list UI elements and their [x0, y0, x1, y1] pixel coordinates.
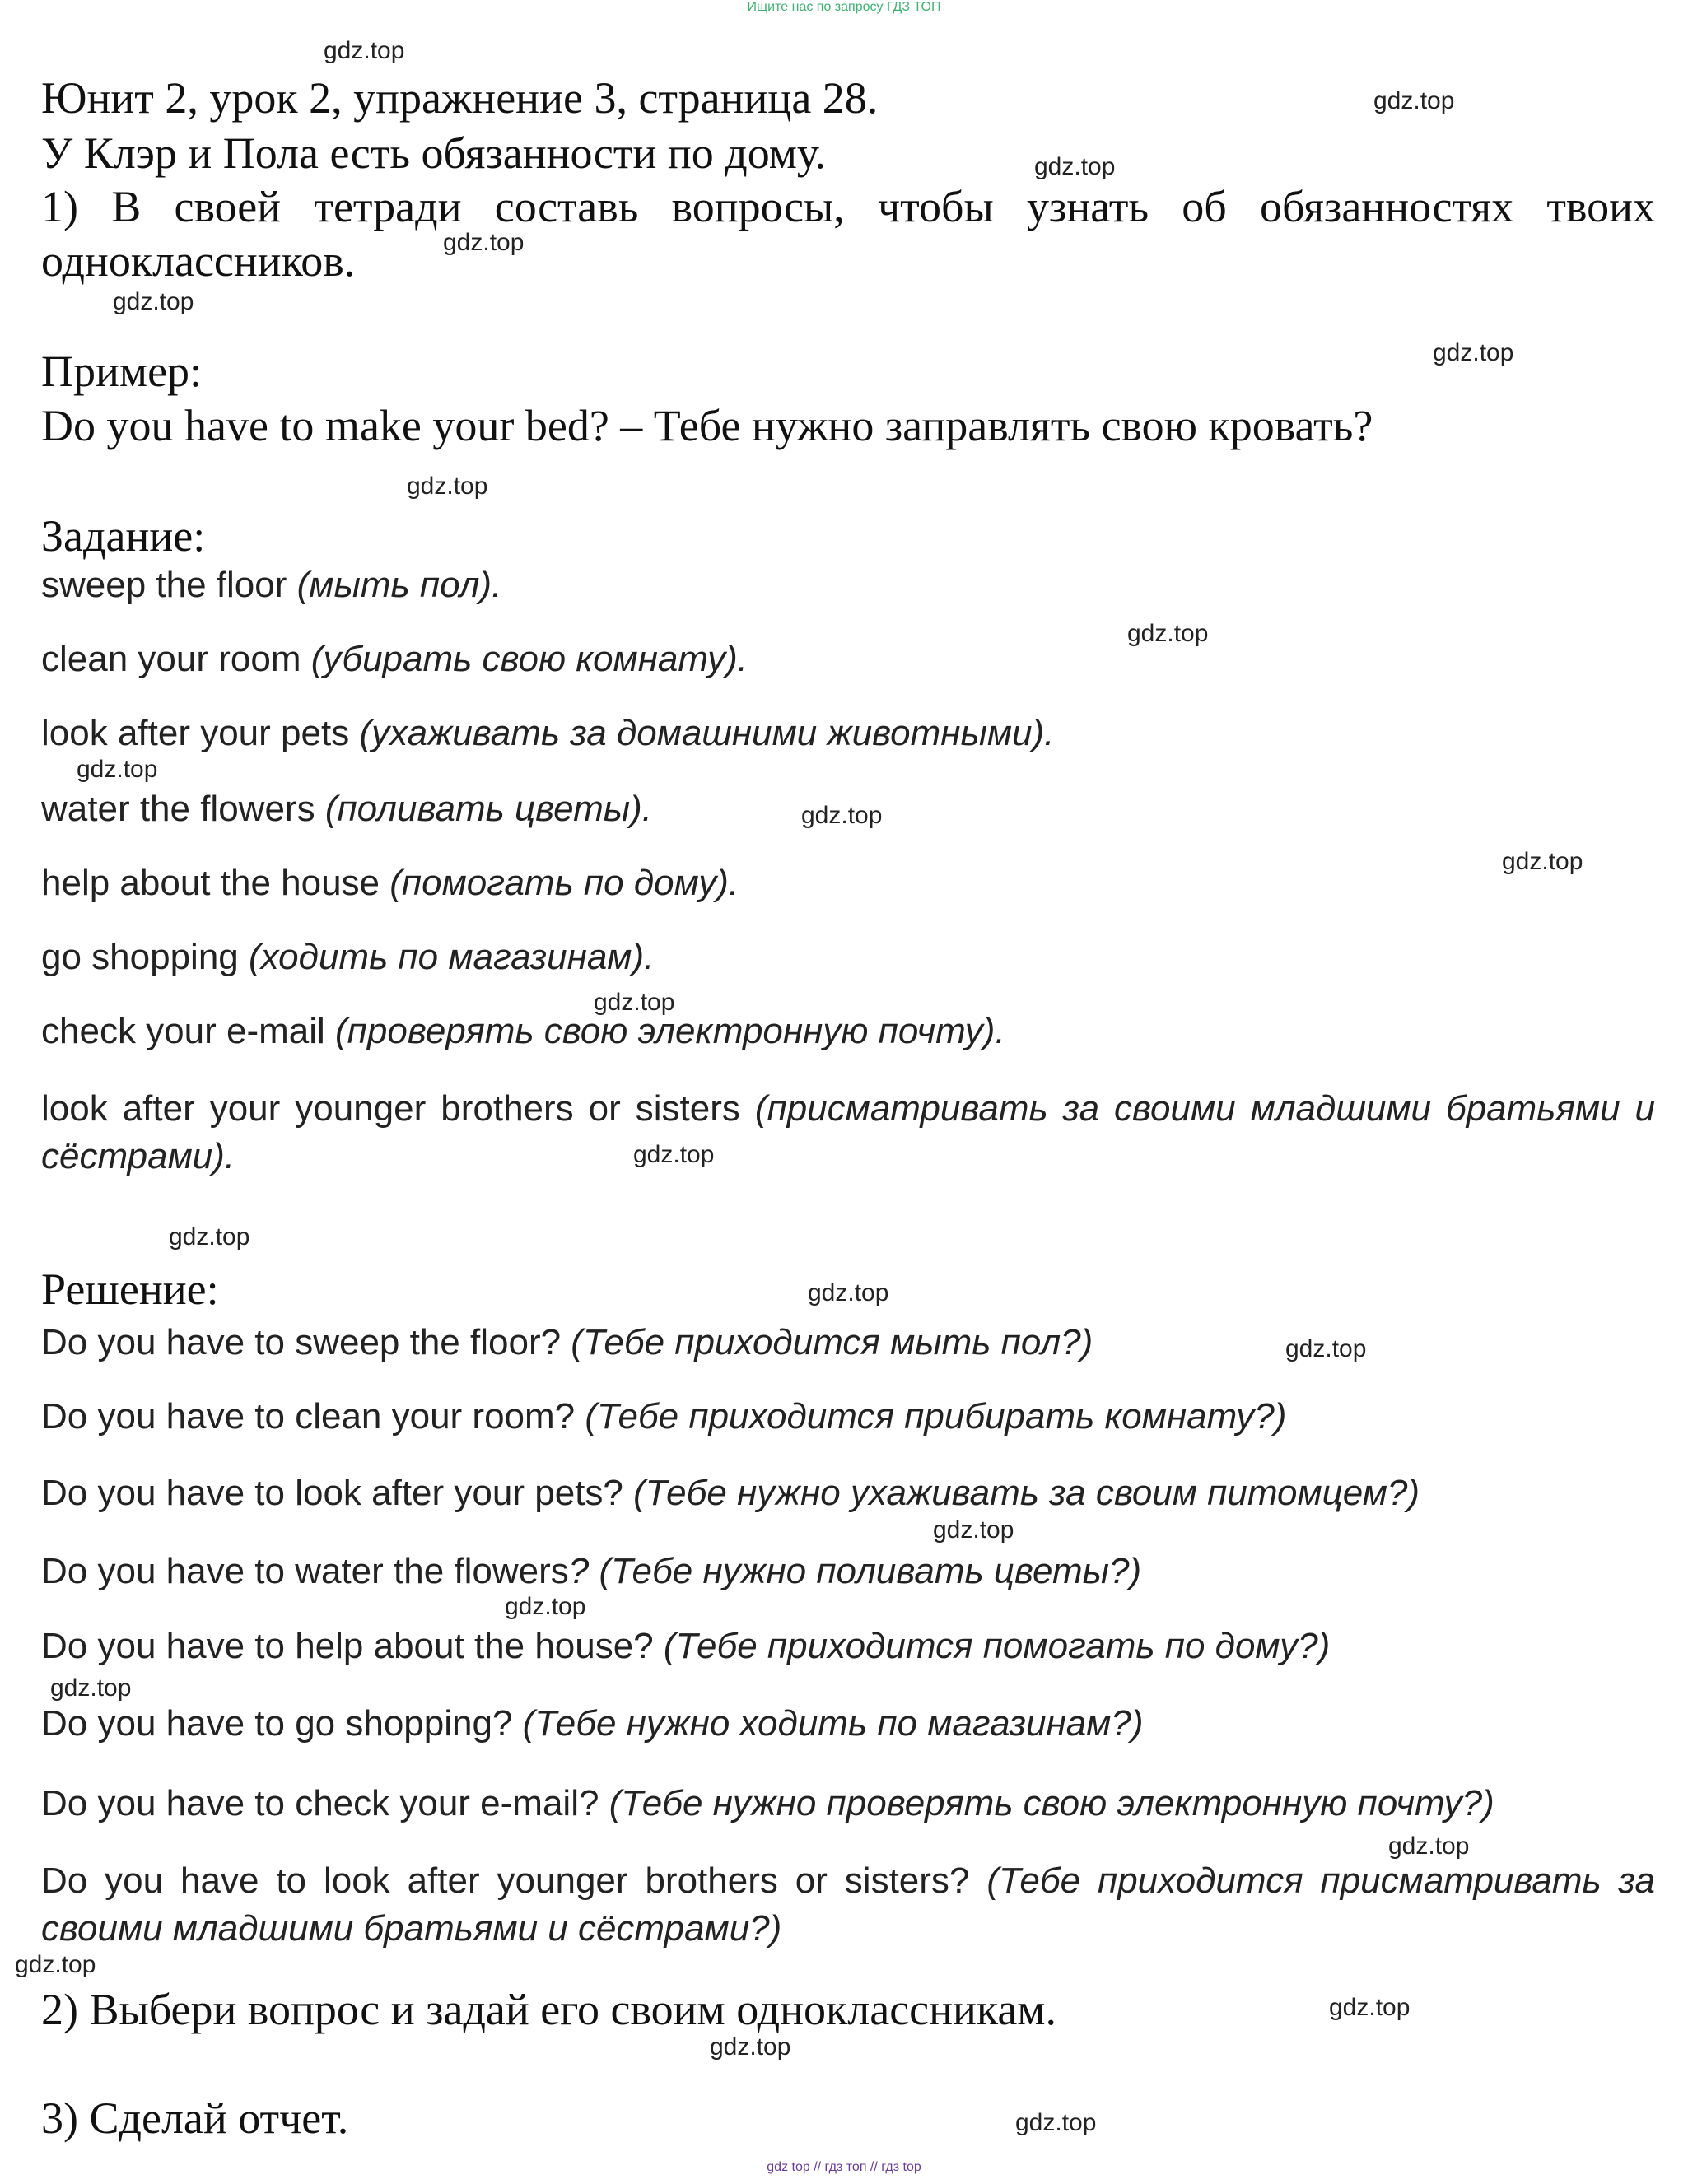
watermark: gdz.top	[1329, 1994, 1411, 2021]
watermark: gdz.top	[1433, 339, 1514, 366]
watermark: gdz.top	[324, 37, 405, 64]
list-item: water the flowers (поливать цветы).	[41, 789, 652, 829]
watermark: gdz.top	[407, 473, 488, 500]
assignment-label: Задание:	[41, 511, 206, 561]
top-banner: Ищите нас по запросу ГДЗ ТОП	[747, 0, 941, 14]
list-item: Do you have to look after younger brothers or sisters? (Тебе приходится присматривать за своими младшими братьями и сёстрами?)	[41, 1860, 1655, 1949]
bottom-banner: gdz top // гдз топ // гдз top	[767, 2160, 921, 2174]
list-item: Do you have to look after your pets? (Тебе нужно ухаживать за своим питомцем?)	[41, 1473, 1420, 1513]
subtitle: У Клэр и Пола есть обязанности по дому.	[41, 128, 826, 178]
watermark: gdz.top	[169, 1223, 250, 1250]
watermark: gdz.top	[1127, 620, 1209, 647]
list-item: Do you have to water the flowers? (Тебе нужно поливать цветы?)	[41, 1551, 1142, 1591]
watermark: gdz.top	[633, 1141, 715, 1168]
watermark: gdz.top	[801, 802, 883, 829]
list-item: look after your pets (ухаживать за домашними животными).	[41, 713, 1055, 753]
watermark: gdz.top	[1502, 848, 1583, 875]
watermark: gdz.top	[15, 1951, 96, 1978]
watermark: gdz.top	[933, 1516, 1014, 1544]
solution-label: Решение:	[41, 1264, 219, 1314]
watermark: gdz.top	[505, 1593, 586, 1620]
watermark: gdz.top	[808, 1279, 889, 1306]
list-item: Do you have to clean your room? (Тебе приходится прибирать комнату?)	[41, 1396, 1287, 1437]
watermark: gdz.top	[1285, 1335, 1367, 1362]
watermark: gdz.top	[113, 288, 194, 315]
list-item: help about the house (помогать по дому).	[41, 863, 739, 903]
page-title: Юнит 2, урок 2, упражнение 3, страница 28.	[41, 73, 879, 123]
watermark: gdz.top	[50, 1674, 132, 1702]
watermark: gdz.top	[1388, 1832, 1470, 1860]
list-item: Do you have to go shopping? (Тебе нужно ходить по магазинам?)	[41, 1703, 1144, 1744]
task-2: 2) Выбери вопрос и задай его своим одноклассникам.	[41, 1985, 1056, 2034]
list-item: Do you have to help about the house? (Тебе приходится помогать по дому?)	[41, 1626, 1331, 1666]
watermark: gdz.top	[1015, 2109, 1097, 2136]
example-text: Do you have to make your bed? – Тебе нужно заправлять свою кровать?	[41, 401, 1373, 450]
list-item: look after your younger brothers or sisters (присматривать за своими младшими братьями и сёстрами).	[41, 1088, 1656, 1176]
example-label: Пример:	[41, 347, 203, 396]
list-item: clean your room (убирать свою комнату).	[41, 639, 748, 679]
watermark: gdz.top	[443, 229, 525, 256]
task-1: 1) В своей тетради составь вопросы, чтобы узнать об обязанностях твоих одноклассников.	[41, 182, 1655, 286]
list-item: go shopping (ходить по магазинам).	[41, 937, 655, 977]
list-item: Do you have to sweep the floor? (Тебе приходится мыть пол?)	[41, 1322, 1093, 1362]
list-item: Do you have to check your e-mail? (Тебе нужно проверять свою электронную почту?)	[41, 1783, 1494, 1823]
list-item: check your e-mail (проверять свою электронную почту).	[41, 1011, 1005, 1051]
list-item: sweep the floor (мыть пол).	[41, 565, 502, 605]
watermark: gdz.top	[1034, 153, 1116, 180]
watermark: gdz.top	[594, 989, 675, 1016]
watermark: gdz.top	[710, 2033, 791, 2061]
watermark: gdz.top	[77, 756, 158, 783]
watermark: gdz.top	[1373, 87, 1455, 114]
task-3: 3) Сделай отчет.	[41, 2093, 349, 2143]
